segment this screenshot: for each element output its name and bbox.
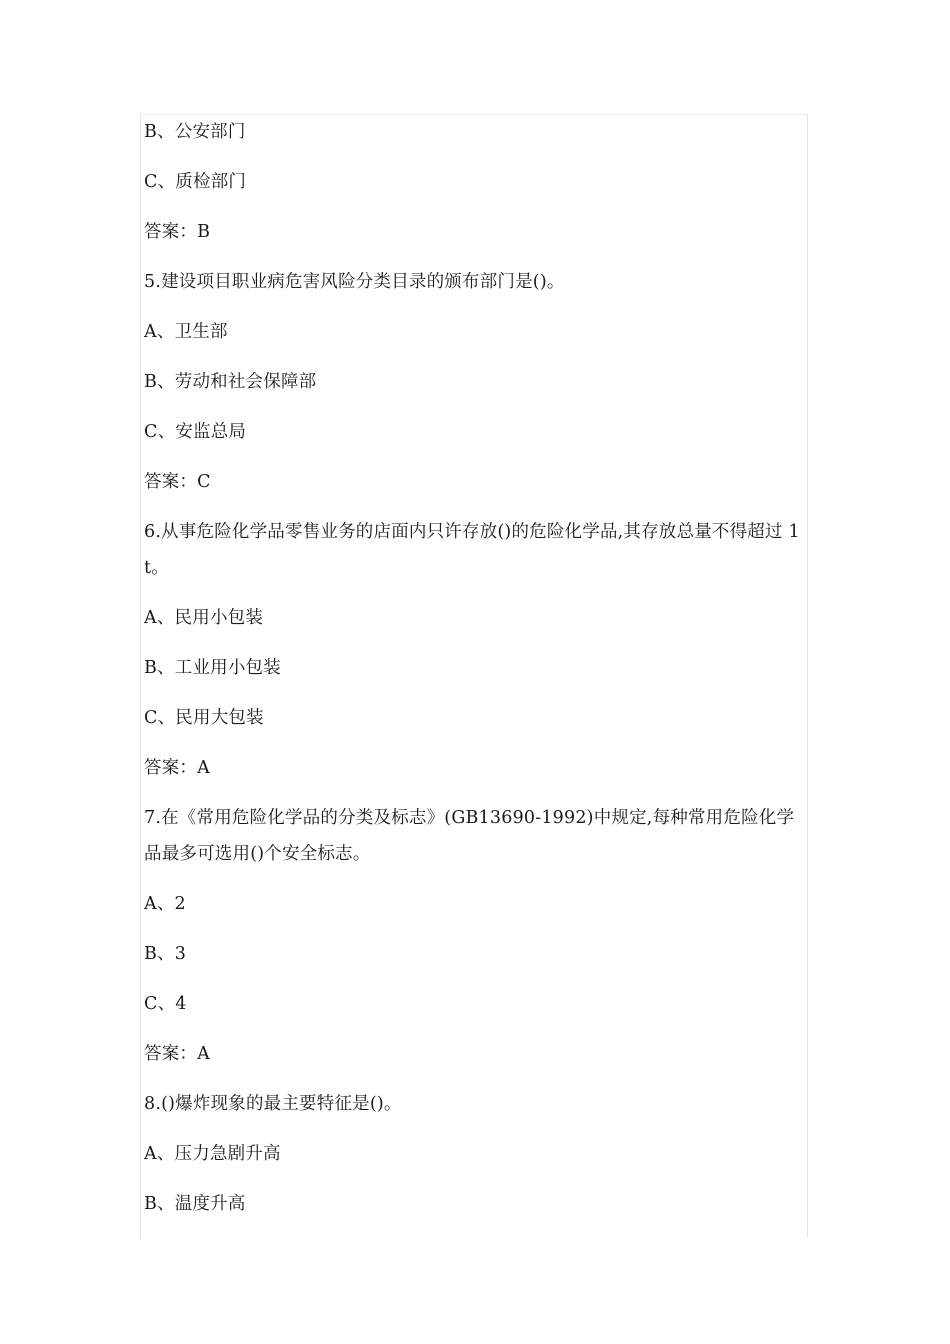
- option-b-q4: B、公安部门: [144, 122, 246, 142]
- answer-q5: 答案：C: [144, 472, 211, 492]
- answer-q7: 答案：A: [144, 1044, 210, 1064]
- option-c-q5: C、安监总局: [144, 422, 247, 442]
- option-b-q5: B、劳动和社会保障部: [144, 372, 317, 392]
- option-c-q4: C、质检部门: [144, 172, 247, 192]
- option-a-q6: A、民用小包装: [144, 608, 264, 628]
- document-body: [144, 114, 808, 1222]
- answer-q4: 答案：B: [144, 222, 211, 242]
- option-a-q5: A、卫生部: [144, 322, 228, 342]
- question-6: 6.从事危险化学品零售业务的店面内只许存放()的危险化学品,其存放总量不得超过 1t。: [144, 522, 800, 578]
- option-c-q6: C、民用大包装: [144, 708, 264, 728]
- option-c-q7: C、4: [144, 994, 187, 1014]
- option-b-q6: B、工业用小包装: [144, 658, 281, 678]
- question-8: 8.()爆炸现象的最主要特征是()。: [144, 1094, 402, 1114]
- option-b-q8: B、温度升高: [144, 1194, 246, 1214]
- option-a-q7: A、2: [144, 894, 186, 914]
- question-5: 5.建设项目职业病危害风险分类目录的颁布部门是()。: [144, 272, 565, 292]
- answer-q6: 答案：A: [144, 758, 210, 778]
- option-a-q8: A、压力急剧升高: [144, 1144, 281, 1164]
- option-b-q7: B、3: [144, 944, 187, 964]
- question-7: 7.在《常用危险化学品的分类及标志》(GB13690-1992)中规定,每种常用危险化学品最多可选用()个安全标志。: [144, 808, 795, 864]
